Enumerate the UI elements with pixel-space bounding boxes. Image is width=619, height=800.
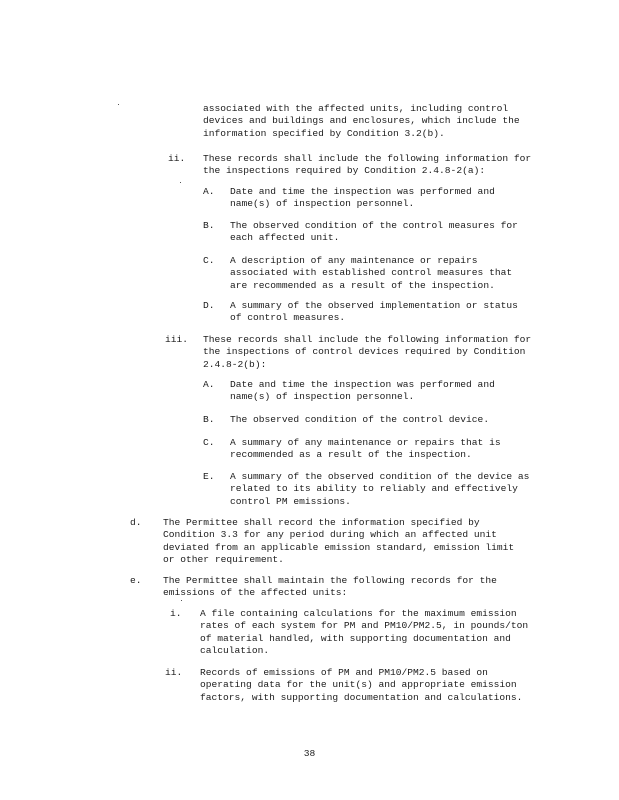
item-e-label: e.	[130, 575, 142, 586]
section-iii-item-e-label: E.	[203, 471, 215, 482]
section-ii-item-d-text: A summary of the observed implementation or status of control measures.	[230, 300, 518, 324]
section-ii-item-a-text: Date and time the inspection was performed and name(s) of inspection personnel.	[230, 186, 495, 210]
item-e-subitem-ii-label: ii.	[165, 667, 183, 678]
section-iii-intro: These records shall include the following information for the inspections of control devices required by Condition 2.4.8-2(b):	[203, 334, 532, 370]
section-ii-item-a-label: A.	[203, 186, 215, 197]
section-iii-numeral: iii.	[165, 334, 189, 345]
item-e-subitem-i-text: A file containing calculations for the maximum emission rates of each system for PM and PM10/PM2.5, in pounds/ton of material handled, with supporting documentation and calculation.	[200, 608, 529, 657]
scan-speck	[118, 104, 119, 105]
section-ii-item-b-text: The observed condition of the control measures for each affected unit.	[230, 220, 518, 244]
item-e-text: The Permittee shall maintain the following records for the emissions of the affected units:	[163, 575, 497, 599]
scan-speck	[180, 182, 181, 183]
section-ii-item-d-label: D.	[203, 300, 215, 311]
item-e-subitem-ii-text: Records of emissions of PM and PM10/PM2.5 based on operating data for the unit(s) and appropriate emission factors, with supporting documentation and calculations.	[200, 667, 523, 703]
section-iii-item-b-label: B.	[203, 414, 215, 425]
section-iii-item-b-text: The observed condition of the control device.	[230, 414, 490, 425]
section-ii-intro: These records shall include the following information for the inspections required by Condition 2.4.8-2(a):	[203, 153, 532, 177]
section-ii-item-b-label: B.	[203, 220, 215, 231]
item-d-text: The Permittee shall record the information specified by Condition 3.3 for any period during which an affected unit deviated from an applicable emission standard, emission limit or other requirement.	[163, 517, 515, 566]
section-ii-numeral: ii.	[168, 153, 186, 164]
section-ii-item-c-label: C.	[203, 255, 215, 266]
section-iii-item-a-label: A.	[203, 379, 215, 390]
section-iii-item-c-text: A summary of any maintenance or repairs that is recommended as a result of the inspection.	[230, 437, 501, 461]
item-e-subitem-i-label: i.	[170, 608, 182, 619]
section-iii-item-a-text: Date and time the inspection was performed and name(s) of inspection personnel.	[230, 379, 495, 403]
scan-speck	[181, 600, 182, 601]
item-d-label: d.	[130, 517, 142, 528]
continuation-paragraph: associated with the affected units, including control devices and buildings and enclosures, which include the information specified by Condition 3.2(b).	[203, 103, 520, 139]
section-iii-item-c-label: C.	[203, 437, 215, 448]
section-iii-item-e-text: A summary of the observed condition of the device as related to its ability to reliably and effectively control PM emissions.	[230, 471, 530, 507]
page-number: 38	[303, 748, 316, 759]
section-ii-item-c-text: A description of any maintenance or repairs associated with established control measures that are recommended as a result of the inspection.	[230, 255, 513, 291]
